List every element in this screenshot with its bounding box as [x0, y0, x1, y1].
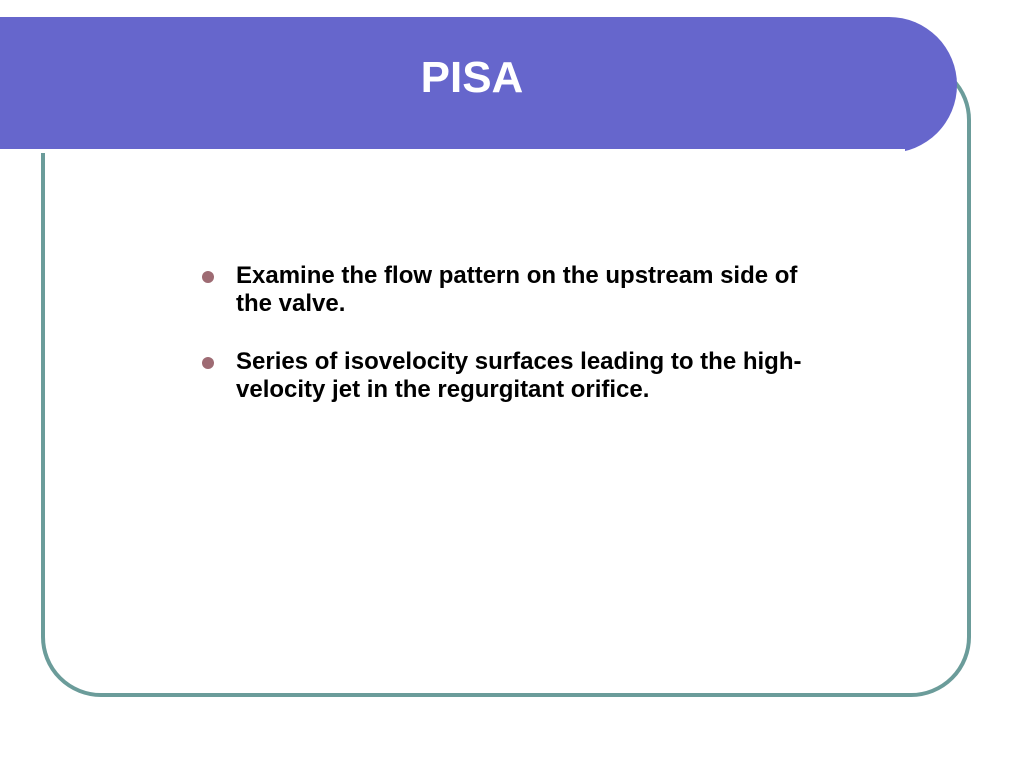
title-underline-rule	[0, 149, 905, 153]
bullet-item	[200, 348, 820, 404]
slide-title: PISA	[420, 53, 524, 102]
bullet-list	[200, 262, 820, 434]
bullet-text: Examine the flow pattern on the upstream side of the valve.	[236, 262, 798, 317]
bullet-dot-icon	[202, 271, 214, 283]
bullet-item	[200, 262, 820, 318]
bullet-dot-icon	[202, 357, 214, 369]
bullet-text: Series of isovelocity surfaces leading to the high- velocity jet in the regurgitant orifice.	[236, 348, 802, 403]
